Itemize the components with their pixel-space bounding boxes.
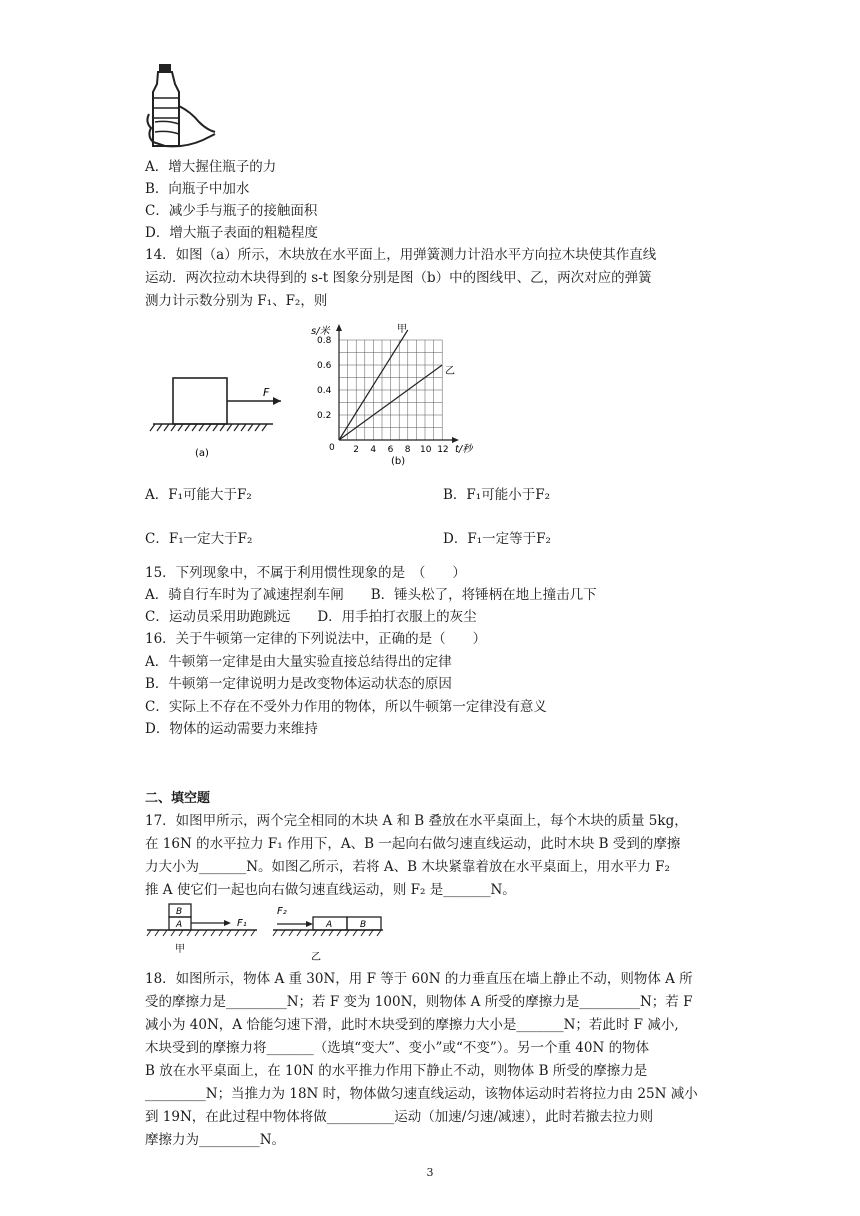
f2-label: F₂	[277, 906, 287, 917]
q13-option-d: D．增大瓶子表面的粗糙程度	[145, 225, 318, 241]
q18-line-3: 减小为 40N，A 恰能匀速下滑，此时木块受到的摩擦力大小是_______N；若此时 F 减小,	[145, 1017, 679, 1033]
y-tick-label: 0.8	[317, 336, 332, 346]
line-yi-label: 乙	[445, 366, 455, 377]
q17-line-4: 推 A 使它们一起也向右做匀速直线运动，则 F₂ 是_______N。	[145, 882, 516, 898]
y-tick-label: 0.4	[317, 386, 332, 396]
q15-stem: 15．下列现象中，不属于利用惯性现象的是 （ ）	[145, 565, 466, 581]
bottle-hand-figure	[145, 62, 217, 154]
q18-line-8: 摩擦力为_________N。	[145, 1132, 286, 1148]
x-tick-label: 12	[437, 445, 449, 455]
section-title-fill-in: 二、填空题	[145, 791, 211, 806]
q14-option-d: D．F₁一定等于F₂	[443, 531, 551, 547]
q14-stem-line-1: 14．如图（a）所示，木块放在水平面上，用弹簧测力计沿水平方向拉木块使其作直线	[145, 247, 657, 263]
x-axis-label: t/秒	[455, 444, 473, 455]
q14-option-b: B．F₁可能小于F₂	[443, 487, 550, 503]
fig-b-caption: (b)	[391, 456, 406, 467]
q13-option-b: B．向瓶子中加水	[145, 181, 250, 197]
svg-text:B: B	[176, 907, 183, 917]
x-tick-label: 8	[404, 445, 411, 455]
q14-figure-a	[145, 360, 295, 460]
q18-line-1: 18．如图所示，物体 A 重 30N，用 F 等于 60N 的力垂直压在墙上静止不动，则物体 A 所	[145, 971, 693, 987]
y-axis-label: s/米	[311, 326, 330, 337]
q16-option-a: A．牛顿第一定律是由大量实验直接总结得出的定律	[145, 654, 452, 670]
graph-grid	[339, 340, 442, 440]
q14-stem-line-3: 测力计示数分别为 F₁、F₂，则	[145, 293, 328, 309]
x-tick-label: 6	[387, 445, 394, 455]
y-tick-label: 0.2	[317, 411, 332, 421]
q18-line-6: _________N；当推力为 18N 时，物体做匀速直线运动，该物体运动时若将拉力由 25N 减小	[145, 1086, 698, 1102]
q17-line-1: 17．如图甲所示，两个完全相同的木块 A 和 B 叠放在水平桌面上，每个木块的质量 5kg，	[145, 813, 688, 829]
wooden-block	[173, 378, 227, 424]
y-tick-label: 0.6	[317, 361, 332, 371]
q16-option-b: B．牛顿第一定律说明力是改变物体运动状态的原因	[145, 676, 452, 692]
x-tick-label: 4	[370, 445, 377, 455]
q18-line-2: 受的摩擦力是_________N；若 F 变为 100N，则物体 A 所受的摩擦力是_________N；若 F	[145, 994, 693, 1010]
label-yi: 乙	[311, 952, 321, 962]
fig-a-caption: (a)	[195, 448, 209, 459]
svg-text:B: B	[360, 920, 367, 930]
q14-st-graph	[305, 318, 485, 468]
label-jia: 甲	[175, 944, 185, 955]
f1-label: F₁	[237, 918, 247, 929]
x-tick-label: 2	[353, 445, 359, 455]
q13-option-c: C．减少手与瓶子的接触面积	[145, 203, 318, 219]
q17-line-2: 在 16N 的水平拉力 F₁ 作用下，A、B 一起向右做匀速直线运动，此时木块 B 受到的摩擦	[145, 836, 681, 852]
page-number: 3	[426, 1166, 434, 1179]
q15-options-line-2: C．运动员采用助跑跳远 D．用手拍打衣服上的灰尘	[145, 609, 477, 625]
q18-line-7: 到 19N，在此过程中物体将做__________运动（加速/匀速/减速），此时若撤去拉力则	[145, 1109, 654, 1125]
q13-option-a: A．增大握住瓶子的力	[145, 159, 277, 175]
q17-figure	[145, 900, 385, 962]
q14-option-c: C．F₁一定大于F₂	[145, 531, 253, 547]
q17-line-3: 力大小为_______N。如图乙所示，若将 A、B 木块紧靠着放在水平桌面上，用水平力 F₂	[145, 859, 670, 875]
x-tick-label: 10	[420, 445, 432, 455]
line-jia-label: 甲	[397, 324, 407, 335]
q15-options-line-1: A．骑自行车时为了减速捏刹车闸 B．锤头松了，将锤柄在地上撞击几下	[145, 587, 597, 603]
origin-label: 0	[329, 443, 335, 453]
svg-text:A: A	[176, 920, 183, 930]
svg-text:A: A	[326, 920, 333, 930]
q16-option-c: C．实际上不存在不受外力作用的物体，所以牛顿第一定律没有意义	[145, 699, 547, 715]
q18-line-5: B 放在水平桌面上，在 10N 的水平推力作用下静止不动，则物体 B 所受的摩擦力是	[145, 1063, 648, 1079]
force-label: F	[263, 386, 270, 399]
q18-line-4: 木块受到的摩擦力将_______（选填“变大”、变小”或“不变”）。另一个重 40N 的物体	[145, 1040, 650, 1056]
q16-option-d: D．物体的运动需要力来维持	[145, 721, 318, 737]
ground-hatching	[150, 424, 267, 431]
q16-stem: 16．关于牛顿第一定律的下列说法中，正确的是（ ）	[145, 631, 487, 647]
q14-stem-line-2: 运动．两次拉动木块得到的 s-t 图象分别是图（b）中的图线甲、乙，两次对应的弹簧	[145, 270, 652, 286]
figure-yi	[273, 906, 383, 962]
q14-option-a: A．F₁可能大于F₂	[145, 487, 252, 503]
figure-jia	[147, 904, 257, 955]
